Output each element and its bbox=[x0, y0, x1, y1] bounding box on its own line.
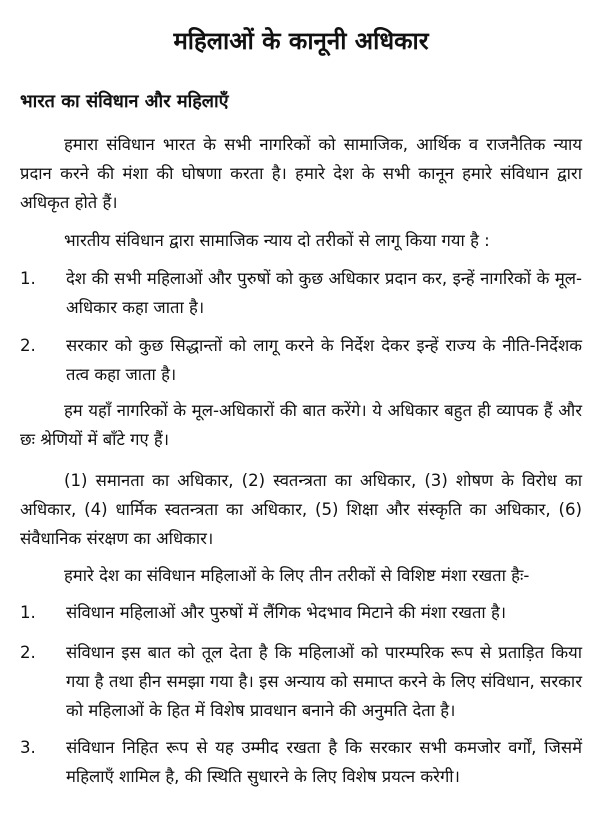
list-item-text: सरकार को कुछ सिद्धान्तों को लागू करने के निर्देश देकर इन्हें राज्य के नीति-निर्देशक तत्व कहा जाता है। bbox=[66, 336, 582, 384]
list-item bbox=[20, 331, 582, 389]
list-item-text: संविधान महिलाओं और पुरुषों में लैंगिक भेदभाव मिटाने की मंशा रखता है। bbox=[66, 603, 507, 622]
list-item bbox=[20, 733, 582, 791]
paragraph-rights-list: (1) समानता का अधिकार, (2) स्वतन्त्रता का अधिकार, (3) शोषण के विरोध का अधिकार, (4) धार्मिक स्वतन्त्रता का अधिकार, (5) शिक्षा और संस्कृति का अधिकार, (6) संवैधानिक संरक्षण का अधिकार। bbox=[20, 471, 582, 548]
list-item-number: 2. bbox=[20, 336, 36, 355]
list-item bbox=[20, 638, 582, 725]
paragraph-fundamental-rights: हम यहाँ नागरिकों के मूल-अधिकारों की बात करेंगे। ये अधिकार बहुत ही व्यापक हैं और छः श्रेणियों में बाँटे गए हैं। bbox=[20, 401, 582, 449]
list-item-text: संविधान निहित रूप से यह उम्मीद रखता है कि सरकार सभी कमजोर वर्गों, जिसमें महिलाएँ शामिल है, की स्थिति सुधारने के लिए विशेष प्रयत्न करेगी। bbox=[66, 738, 582, 786]
list-item-number: 2. bbox=[20, 643, 36, 662]
paragraph-women-intent: हमारे देश का संविधान महिलाओं के लिए तीन तरीकों से विशिष्ट मंशा रखता हैः- bbox=[64, 566, 530, 585]
list-item-number: 3. bbox=[20, 738, 36, 757]
list-item bbox=[20, 598, 582, 627]
list-item-text: संविधान इस बात को तूल देता है कि महिलाओं को पारम्परिक रूप से प्रताड़ित किया गया है तथा हीन समझा गया है। इस अन्याय को समाप्त करने के लिए संविधान, सरकार को महिलाओं के हित में विशेष प्रावधान बनाने की अनुमति देता है। bbox=[66, 643, 582, 720]
paragraph-social-justice: भारतीय संविधान द्वारा सामाजिक न्याय दो तरीकों से लागू किया गया है : bbox=[64, 231, 490, 250]
list-item-number: 1. bbox=[20, 269, 36, 288]
list-item-text: देश की सभी महिलाओं और पुरुषों को कुछ अधिकार प्रदान कर, इन्हें नागरिकों के मूल-अधिकार कहा जाता है। bbox=[66, 269, 582, 317]
list-item-number: 1. bbox=[20, 603, 36, 622]
list-item bbox=[20, 264, 582, 322]
page-title: महिलाओं के कानूनी अधिकार bbox=[173, 27, 429, 55]
paragraph-intro: हमारा संविधान भारत के सभी नागरिकों को सामाजिक, आर्थिक व राजनैतिक न्याय प्रदान करने की मंशा की घोषणा करता है। हमारे देश के सभी कानून हमारे संविधान द्वारा अधिकृत होते हैं। bbox=[20, 135, 582, 212]
section-heading: भारत का संविधान और महिलाएँ bbox=[20, 91, 229, 112]
